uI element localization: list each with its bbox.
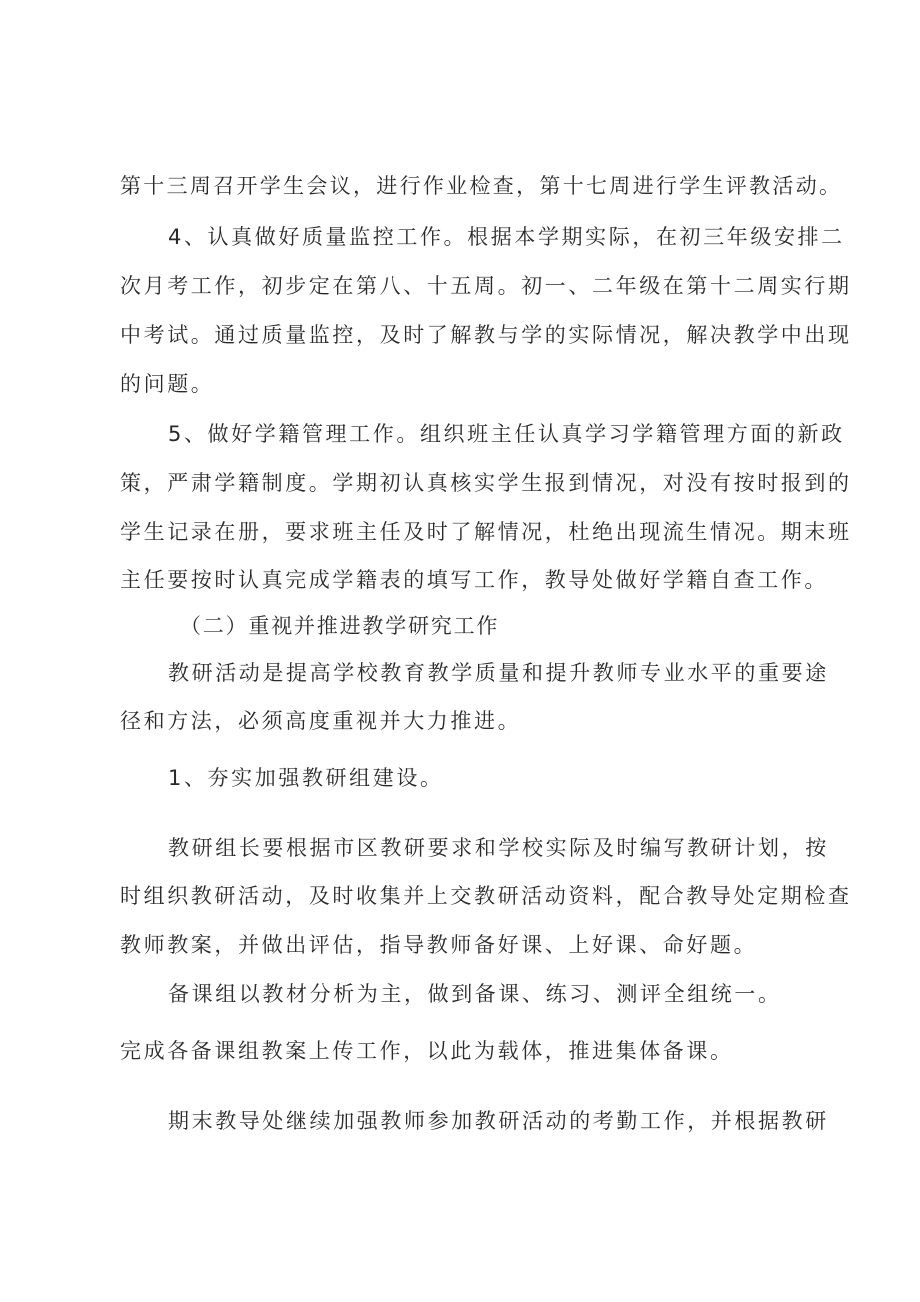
text-line: 期末教导处继续加强教师参加教研活动的考勤工作，并根据教研 <box>168 1109 829 1133</box>
text-line: 4、认真做好质量监控工作。根据本学期实际，在初三年级安排二 <box>168 225 845 249</box>
text-line: 策，严肃学籍制度。学期初认真核实学生报到情况，对没有按时报到的 <box>120 471 852 495</box>
text-line: 教研活动是提高学校教育教学质量和提升教师专业水平的重要途 <box>168 661 829 685</box>
text-line: 中考试。通过质量监控，及时了解教与学的实际情况，解决教学中出现 <box>120 323 852 347</box>
subsection-heading: 1、夯实加强教研组建设。 <box>168 766 444 790</box>
text-line: 教师教案，并做出评估，指导教师备好课、上好课、命好题。 <box>120 933 758 957</box>
text-line: 次月考工作，初步定在第八、十五周。初一、二年级在第十二周实行期 <box>120 274 852 298</box>
text-line: 完成各备课组教案上传工作，以此为载体，推进集体备课。 <box>120 1039 734 1063</box>
text-line: 教研组长要根据市区教研要求和学校实际及时编写教研计划，按 <box>168 836 829 860</box>
text-line: 第十三周召开学生会议，进行作业检查，第十七周进行学生评教活动。 <box>120 174 843 198</box>
text-line: 径和方法，必须高度重视并大力推进。 <box>120 709 522 733</box>
text-line: 时组织教研活动，及时收集并上交教研活动资料，配合教导处定期检查 <box>120 884 852 908</box>
text-line: 备课组以教材分析为主，做到备课、练习、测评全组统一。 <box>168 982 782 1006</box>
text-line: 的问题。 <box>120 372 215 396</box>
text-line: 5、做好学籍管理工作。组织班主任认真学习学籍管理方面的新政 <box>168 422 845 446</box>
text-line: 学生记录在册，要求班主任及时了解情况，杜绝出现流生情况。期末班 <box>120 520 852 544</box>
section-heading: （二）重视并推进教学研究工作 <box>180 614 500 638</box>
text-line: 主任要按时认真完成学籍表的填写工作，教导处做好学籍自查工作。 <box>120 568 828 592</box>
